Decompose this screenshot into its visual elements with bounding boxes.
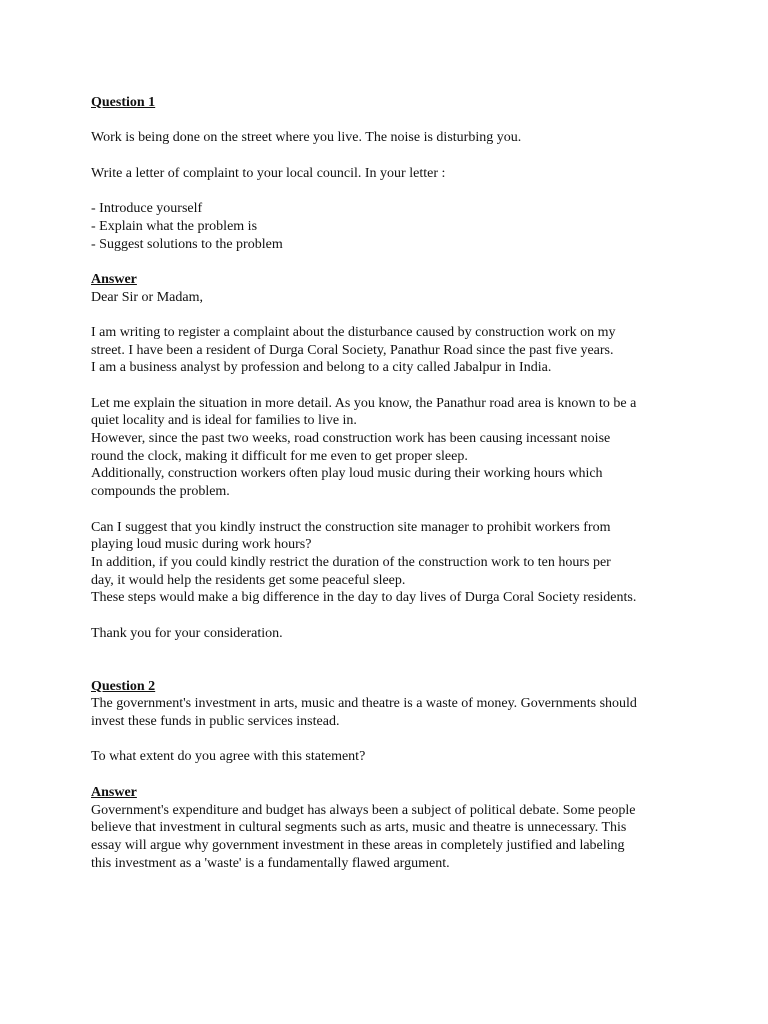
question-1-instruction: Write a letter of complaint to your local council. In your letter : xyxy=(91,165,446,181)
question-1-bullet-list xyxy=(91,200,731,253)
question-1-answer-heading: Answer xyxy=(91,271,137,287)
bullet-item: - Suggest solutions to the problem xyxy=(91,236,283,252)
bullet-item: - Explain what the problem is xyxy=(91,218,258,234)
paragraph-line: Additionally, construction workers often play loud music during their working hours which xyxy=(91,466,603,482)
paragraph-line: Let me explain the situation in more detail. As you know, the Panathur road area is known to be a xyxy=(91,395,637,411)
question-2-prompt xyxy=(91,695,731,730)
paragraph-line: round the clock, making it difficult for me even to get proper sleep. xyxy=(91,448,468,464)
paragraph-line: essay will argue why government investment in these areas in completely justified and labeling xyxy=(91,837,625,853)
paragraph-line: street. I have been a resident of Durga Coral Society, Panathur Road since the past five years. xyxy=(91,342,614,358)
question-2-question: To what extent do you agree with this statement? xyxy=(91,749,366,765)
paragraph-line: The government's investment in arts, music and theatre is a waste of money. Governments should xyxy=(91,696,637,712)
paragraph-line: playing loud music during work hours? xyxy=(91,537,312,553)
paragraph-line: this investment as a 'waste' is a fundamentally flawed argument. xyxy=(91,855,450,871)
paragraph-line: compounds the problem. xyxy=(91,484,230,500)
paragraph-line: However, since the past two weeks, road construction work has been causing incessant noise xyxy=(91,431,611,447)
document-body xyxy=(91,94,731,872)
letter-paragraph-3 xyxy=(91,519,731,607)
letter-paragraph-2 xyxy=(91,395,731,501)
paragraph-line: invest these funds in public services instead. xyxy=(91,714,340,730)
paragraph-line: quiet locality and is ideal for families to live in. xyxy=(91,413,357,429)
paragraph-line: These steps would make a big difference in the day to day lives of Durga Coral Society residents. xyxy=(91,590,637,606)
question-2-answer-heading: Answer xyxy=(91,784,137,800)
paragraph-line: In addition, if you could kindly restrict the duration of the construction work to ten hours per xyxy=(91,554,611,570)
question-1-prompt: Work is being done on the street where you live. The noise is disturbing you. xyxy=(91,130,522,146)
question-2-heading: Question 2 xyxy=(91,678,156,694)
letter-paragraph-1 xyxy=(91,324,731,377)
paragraph-line: Government's expenditure and budget has always been a subject of political debate. Some people xyxy=(91,802,636,818)
essay-paragraph xyxy=(91,802,731,873)
paragraph-line: I am a business analyst by profession and belong to a city called Jabalpur in India. xyxy=(91,360,552,376)
paragraph-line: day, it would help the residents get some peaceful sleep. xyxy=(91,572,406,588)
bullet-item: - Introduce yourself xyxy=(91,201,203,217)
question-1-heading: Question 1 xyxy=(91,95,156,110)
paragraph-line: I am writing to register a complaint about the disturbance caused by construction work on my xyxy=(91,324,616,340)
letter-salutation: Dear Sir or Madam, xyxy=(91,289,203,305)
paragraph-line: Can I suggest that you kindly instruct the construction site manager to prohibit workers from xyxy=(91,519,611,535)
paragraph-line: believe that investment in cultural segments such as arts, music and theatre is unnecessary. This xyxy=(91,820,627,836)
letter-closing: Thank you for your consideration. xyxy=(91,625,283,641)
